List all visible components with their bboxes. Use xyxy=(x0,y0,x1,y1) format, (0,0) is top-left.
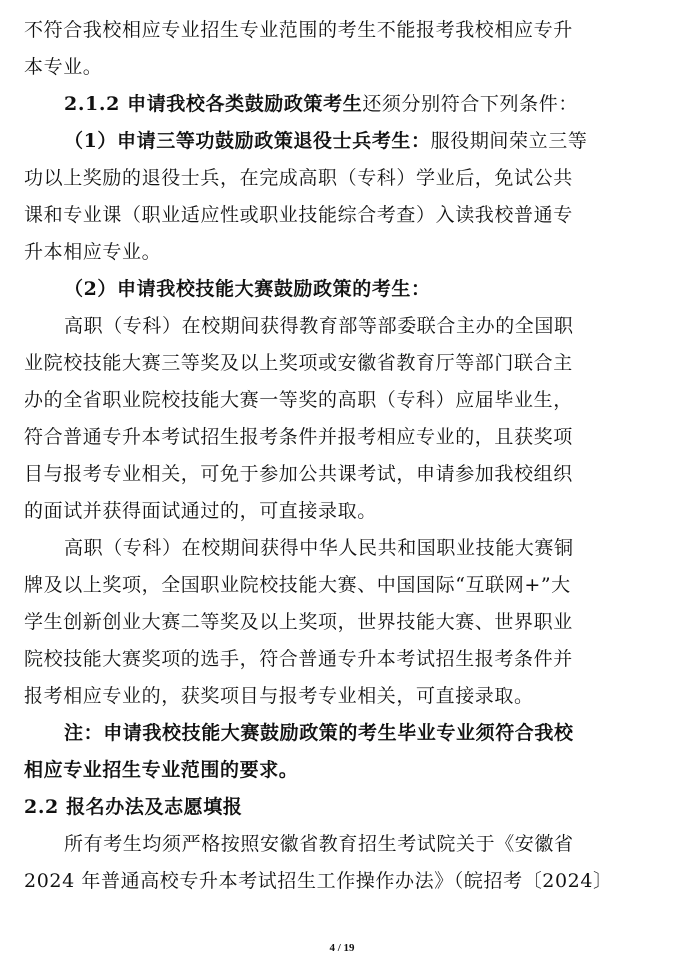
section-heading: 2.1.2 申请我校各类鼓励政策考生 xyxy=(64,93,363,115)
section-heading-line xyxy=(24,791,242,823)
note-text: 相应专业招生专业范围的要求。 xyxy=(24,759,299,781)
text-segment: 本专业。 xyxy=(24,56,103,78)
text-segment: 功以上奖励的退役士兵，在完成高职（专科）学业后，免试公共 xyxy=(24,167,573,189)
item-heading-line xyxy=(64,273,431,305)
text-line xyxy=(24,680,534,712)
text-segment: 升本相应专业。 xyxy=(24,241,162,263)
text-line xyxy=(64,532,574,564)
section-heading: 2.2 报名办法及志愿填报 xyxy=(24,796,243,818)
text-line xyxy=(24,236,161,268)
text-line xyxy=(24,458,573,490)
text-segment: 高职（专科）在校期间获得教育部等部委联合主办的全国职 xyxy=(64,315,574,337)
text-segment: 业院校技能大赛三等奖及以上奖项或安徽省教育厅等部门联合主 xyxy=(24,352,573,374)
note-text: 注：申请我校技能大赛鼓励政策的考生毕业专业须符合我校 xyxy=(64,722,574,744)
note-line xyxy=(24,754,298,786)
text-segment: 的面试并获得面试通过的，可直接录取。 xyxy=(24,500,377,522)
page-number: 4 / 19 xyxy=(329,942,355,954)
text-line xyxy=(64,125,587,157)
text-segment: 课和专业课（职业适应性或职业技能综合考查）入读我校普通专 xyxy=(24,204,573,226)
text-segment: 不符合我校相应专业招生专业范围的考生不能报考我校相应专升 xyxy=(24,19,573,41)
text-line xyxy=(24,14,573,46)
text-line xyxy=(24,865,613,897)
text-line xyxy=(24,495,377,527)
text-line xyxy=(24,643,573,675)
text-segment: 学生创新创业大赛二等奖及以上奖项，世界技能大赛、世界职业 xyxy=(24,611,573,633)
text-segment: 还须分别符合下列条件： xyxy=(362,93,578,115)
text-segment: 牌及以上奖项，全国职业院校技能大赛、中国国际“互联网+”大 xyxy=(24,574,571,596)
text-line xyxy=(24,606,573,638)
text-line xyxy=(24,199,573,231)
text-line xyxy=(24,51,102,83)
text-line xyxy=(24,421,573,453)
text-segment: 服役期间荣立三等 xyxy=(430,130,588,152)
text-segment: 报考相应专业的，获奖项目与报考专业相关，可直接录取。 xyxy=(24,685,534,707)
item-heading: （2）申请我校技能大赛鼓励政策的考生： xyxy=(64,278,431,300)
text-line xyxy=(24,569,571,601)
text-line xyxy=(64,310,574,342)
text-line xyxy=(24,384,573,416)
text-segment: 符合普通专升本考试招生报考条件并报考相应专业的，且获奖项 xyxy=(24,426,573,448)
text-segment: 所有考生均须严格按照安徽省教育招生考试院关于《安徽省 xyxy=(64,833,574,855)
note-line xyxy=(64,717,574,749)
text-segment: 高职（专科）在校期间获得中华人民共和国职业技能大赛铜 xyxy=(64,537,574,559)
text-line xyxy=(64,828,574,860)
text-line xyxy=(24,347,573,379)
item-heading: （1）申请三等功鼓励政策退役士兵考生： xyxy=(64,130,431,152)
section-heading-line xyxy=(64,88,578,120)
text-segment: 办的全省职业院校技能大赛一等奖的高职（专科）应届毕业生， xyxy=(24,389,573,411)
text-line xyxy=(24,162,573,194)
text-segment: 2024 年普通高校专升本考试招生工作操作办法》（皖招考〔2024〕 xyxy=(24,870,613,892)
text-segment: 院校技能大赛奖项的选手，符合普通专升本考试招生报考条件并 xyxy=(24,648,573,670)
text-segment: 目与报考专业相关，可免于参加公共课考试，申请参加我校组织 xyxy=(24,463,573,485)
